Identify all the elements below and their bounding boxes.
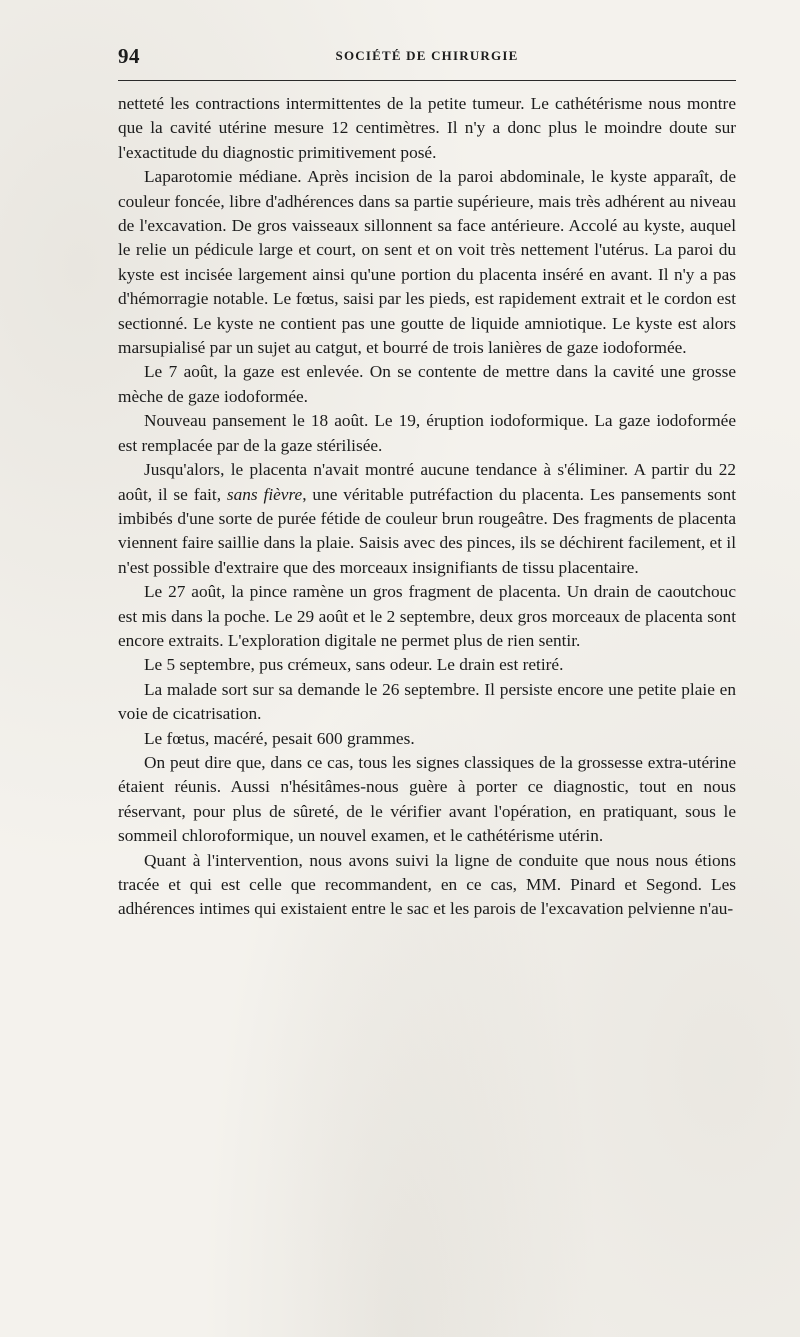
paragraph-7: Le 5 septembre, pus crémeux, sans odeur. Le drain est retiré.: [144, 655, 564, 675]
running-head: SOCIÉTÉ DE CHIRURGIE: [335, 48, 519, 63]
paragraph-3: Le 7 août, la gaze est enlevée. On se contente de mettre dans la cavité une grosse mèche de gaze iodoformée.: [118, 362, 736, 406]
paragraph-4: Nouveau pansement le 18 août. Le 19, éruption iodoformique. La gaze iodoformée est remplacée par de la gaze stérilisée.: [118, 411, 736, 455]
paragraph-5-after: , une véritable putréfaction du placenta. Les pansements sont imbibés d'une sorte de purée fétide de couleur brun rougeâtre. Des fragments de placenta viennent faire saillie dans la plaie. Saisis avec des pinces, ils se déchirent facilement, et il n'est possible d'extraire que des morceaux insignifiants de tissu placentaire.: [118, 484, 736, 577]
paragraph-8: La malade sort sur sa demande le 26 septembre. Il persiste encore une petite plaie en voie de cicatrisation.: [118, 679, 736, 724]
paragraph-2: Laparotomie médiane. Après incision de la paroi abdominale, le kyste apparaît, de couleur foncée, libre d'adhérences dans sa partie supérieure, mais très adhérent au niveau de l'excavation. De gros vaisseaux sillonnent sa face antérieure. Accolé au kyste, auquel le relie un pédicule large et court, on sent et on voit très nettement l'utérus. La paroi du kyste est incisée largement ainsi qu'une portion du placenta inséré en avant. Il n'y a pas d'hémorragie notable. Le fœtus, saisi par les pieds, est rapidement extrait et le cordon est sectionné. Le kyste ne contient pas une goutte de liquide amniotique. Le kyste est alors marsupialisé par un sujet au catgut, et bourré de trois lanières de gaze iodoformée.: [118, 167, 736, 358]
paragraph-10: On peut dire que, dans ce cas, tous les signes classiques de la grossesse extra-utérine étaient réunis. Aussi n'hésitâmes-nous guère à porter ce diagnostic, tout en nous réservant, pour plus de sûreté, de le vérifier avant l'opération, en pratiquant, sous le sommeil chloroformique, un nouvel examen, et le cathétérisme utérin.: [118, 752, 736, 846]
paragraph-1: netteté les contractions intermittentes de la petite tumeur. Le cathétérisme nous montre que la cavité utérine mesure 12 centimètres. Il n'y a donc plus le moindre doute sur l'exactitude du diagnostic primitivement posé.: [118, 94, 736, 162]
paragraph-9: Le fœtus, macéré, pesait 600 grammes.: [144, 728, 415, 748]
paragraph-5-emphasis: sans fièvre: [226, 484, 303, 504]
paragraph-5-before: Jusqu'alors, le placenta n'avait montré aucune tendance à s'éliminer. A partir du 22 août, il se fait,: [118, 460, 736, 504]
paragraph-11: Quant à l'intervention, nous avons suivi la ligne de conduite que nous nous étions tracée et qui est celle que recommandent, en ce cas, MM. Pinard et Segond. Les adhérences intimes qui existaient entre le sac et les parois de l'excavation pelvienne n'au-: [118, 850, 736, 919]
paragraph-5: [118, 458, 736, 580]
header-rule: [118, 80, 736, 81]
page-body: [118, 92, 736, 922]
page-header: [118, 44, 736, 72]
page-number: 94: [118, 44, 140, 68]
paragraph-6: Le 27 août, la pince ramène un gros fragment de placenta. Un drain de caoutchouc est mis dans la poche. Le 29 août et le 2 septembre, deux gros morceaux de placenta sont encore extraits. L'exploration digitale ne permet plus de rien sentir.: [118, 582, 736, 650]
